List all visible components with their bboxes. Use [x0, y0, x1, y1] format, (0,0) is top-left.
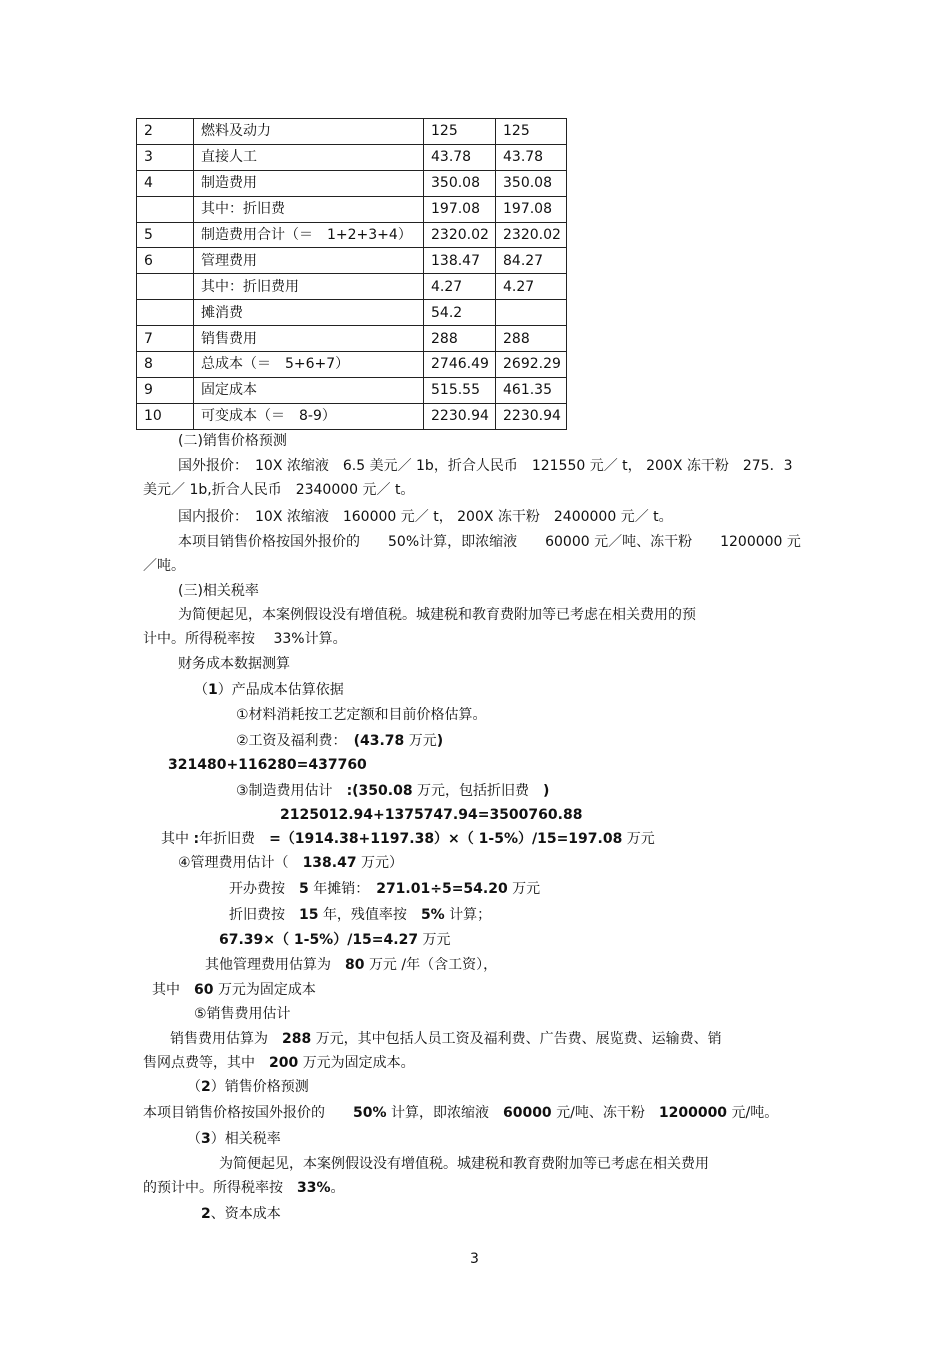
- item-1-materials: ①材料消耗按工艺定额和目前价格估算。: [236, 707, 487, 723]
- row-number: 2: [137, 119, 194, 145]
- row-item: 制造费用合计（＝ 1+2+3+4）: [194, 222, 424, 248]
- row-value-1: 43.78: [424, 144, 496, 170]
- table-row: [137, 403, 567, 429]
- table-row: [137, 274, 567, 300]
- fixed-cost-line: 其中 60 万元为固定成本: [152, 982, 316, 998]
- table-row: [137, 196, 567, 222]
- row-value-2: 84.27: [496, 248, 567, 274]
- row-number: 6: [137, 248, 194, 274]
- row-item: 其中：折旧费: [194, 196, 424, 222]
- financial-cost-title: 财务成本数据测算: [178, 656, 290, 672]
- tax-line-2: 计中。所得税率按 33%计算。: [143, 631, 347, 647]
- row-number: 9: [137, 377, 194, 403]
- domestic-price-line: 国内报价： 10X 浓缩液 160000 元／ t， 200X 冻干粉 2400000 元／ t。: [178, 509, 673, 525]
- project-price-line-1: 本项目销售价格按国外报价的 50%计算，即浓缩液 60000 元／吨、冻干粉 1200000 元: [178, 534, 801, 550]
- table-row: [137, 326, 567, 352]
- page-number: 3: [470, 1251, 479, 1267]
- heading-tax-rate: (三)相关税率: [178, 583, 259, 599]
- heading-price-forecast: (二)销售价格预测: [178, 433, 287, 449]
- row-value-1: 54.2: [424, 300, 496, 326]
- sales-cost-line-2: 售网点费等，其中 200 万元为固定成本。: [143, 1055, 415, 1071]
- section-1-heading: （1）产品成本估算依据: [194, 682, 344, 698]
- cost-table-body: [137, 119, 567, 430]
- row-number: 5: [137, 222, 194, 248]
- capital-cost-heading: 2、资本成本: [201, 1206, 281, 1222]
- row-value-1: 2320.02: [424, 222, 496, 248]
- row-value-1: 4.27: [424, 274, 496, 300]
- row-item: 摊消费: [194, 300, 424, 326]
- foreign-price-line-1: 国外报价： 10X 浓缩液 6.5 美元／ 1b，折合人民币 121550 元／ t， 200X 冻干粉 275．3: [178, 458, 793, 474]
- calc-wages: 321480+116280=437760: [168, 757, 367, 773]
- row-value-2: 2692.29: [496, 352, 567, 378]
- section-3-heading: （3）相关税率: [187, 1131, 281, 1147]
- table-row: [137, 222, 567, 248]
- depreciation-rule-line: 折旧费按 15 年，残值率按 5% 计算；: [229, 907, 492, 923]
- item-2-wages: ②工资及福利费： (43.78 万元): [236, 733, 444, 749]
- row-number: [137, 274, 194, 300]
- row-item: 制造费用: [194, 170, 424, 196]
- row-item: 总成本（＝ 5+6+7）: [194, 352, 424, 378]
- row-item: 销售费用: [194, 326, 424, 352]
- row-value-1: 515.55: [424, 377, 496, 403]
- row-value-2: 197.08: [496, 196, 567, 222]
- row-number: 10: [137, 403, 194, 429]
- row-number: [137, 196, 194, 222]
- row-value-1: 197.08: [424, 196, 496, 222]
- row-item: 管理费用: [194, 248, 424, 274]
- row-value-1: 125: [424, 119, 496, 145]
- row-item: 固定成本: [194, 377, 424, 403]
- row-value-1: 2746.49: [424, 352, 496, 378]
- item-5-sales: ⑤销售费用估计: [194, 1006, 291, 1022]
- project-price-line-2: ／吨。: [143, 558, 185, 574]
- row-number: 4: [137, 170, 194, 196]
- sales-cost-line-1: 销售费用估算为 288 万元，其中包括人员工资及福利费、广告费、展览费、运输费、销: [170, 1031, 722, 1047]
- row-item: 燃料及动力: [194, 119, 424, 145]
- calc-manufacturing: 2125012.94+1375747.94=3500760.88: [280, 807, 583, 823]
- table-row: [137, 119, 567, 145]
- section-2-heading: （2）销售价格预测: [187, 1079, 309, 1095]
- row-number: [137, 300, 194, 326]
- tax-line-1: 为简便起见，本案例假设没有增值税。城建税和教育费附加等已考虑在相关费用的预: [178, 607, 696, 623]
- row-value-2: 350.08: [496, 170, 567, 196]
- row-value-2: 461.35: [496, 377, 567, 403]
- row-value-2: 2320.02: [496, 222, 567, 248]
- table-row: [137, 300, 567, 326]
- row-value-2: 2230.94: [496, 403, 567, 429]
- row-item: 可变成本（＝ 8-9）: [194, 403, 424, 429]
- other-management-cost-line: 其他管理费用估算为 80 万元 /年（含工资），: [205, 957, 498, 973]
- row-value-2: 4.27: [496, 274, 567, 300]
- depreciation-line: 其中 :年折旧费 =（1914.38+1197.38）×（ 1-5%）/15=197.08 万元: [161, 831, 655, 847]
- tax-line-b-1: 为简便起见，本案例假设没有增值税。城建税和教育费附加等已考虑在相关费用: [219, 1156, 709, 1172]
- row-number: 8: [137, 352, 194, 378]
- row-value-1: 288: [424, 326, 496, 352]
- item-4-management: ④管理费用估计（ 138.47 万元）: [178, 855, 404, 871]
- project-price-line-b: 本项目销售价格按国外报价的 50% 计算，即浓缩液 60000 元/吨、冻干粉 1200000 元/吨。: [143, 1105, 779, 1121]
- table-row: [137, 170, 567, 196]
- row-item: 直接人工: [194, 144, 424, 170]
- row-value-2: 125: [496, 119, 567, 145]
- startup-amortization-line: 开办费按 5 年摊销： 271.01÷5=54.20 万元: [229, 881, 541, 897]
- row-value-2: 288: [496, 326, 567, 352]
- table-row: [137, 248, 567, 274]
- cost-table: [136, 118, 567, 430]
- tax-line-b-2: 的预计中。所得税率按 33%。: [143, 1180, 345, 1196]
- table-row: [137, 352, 567, 378]
- row-item: 其中：折旧费用: [194, 274, 424, 300]
- row-number: 3: [137, 144, 194, 170]
- row-value-2: [496, 300, 567, 326]
- table-row: [137, 377, 567, 403]
- table-row: [137, 144, 567, 170]
- row-number: 7: [137, 326, 194, 352]
- row-value-1: 138.47: [424, 248, 496, 274]
- row-value-2: 43.78: [496, 144, 567, 170]
- row-value-1: 2230.94: [424, 403, 496, 429]
- calc-management-depreciation: 67.39×（ 1-5%）/15=4.27 万元: [219, 932, 451, 948]
- foreign-price-line-2: 美元／ 1b,折合人民币 2340000 元／ t。: [143, 482, 415, 498]
- item-3-manufacturing: ③制造费用估计 :(350.08 万元，包括折旧费 ): [236, 783, 550, 799]
- row-value-1: 350.08: [424, 170, 496, 196]
